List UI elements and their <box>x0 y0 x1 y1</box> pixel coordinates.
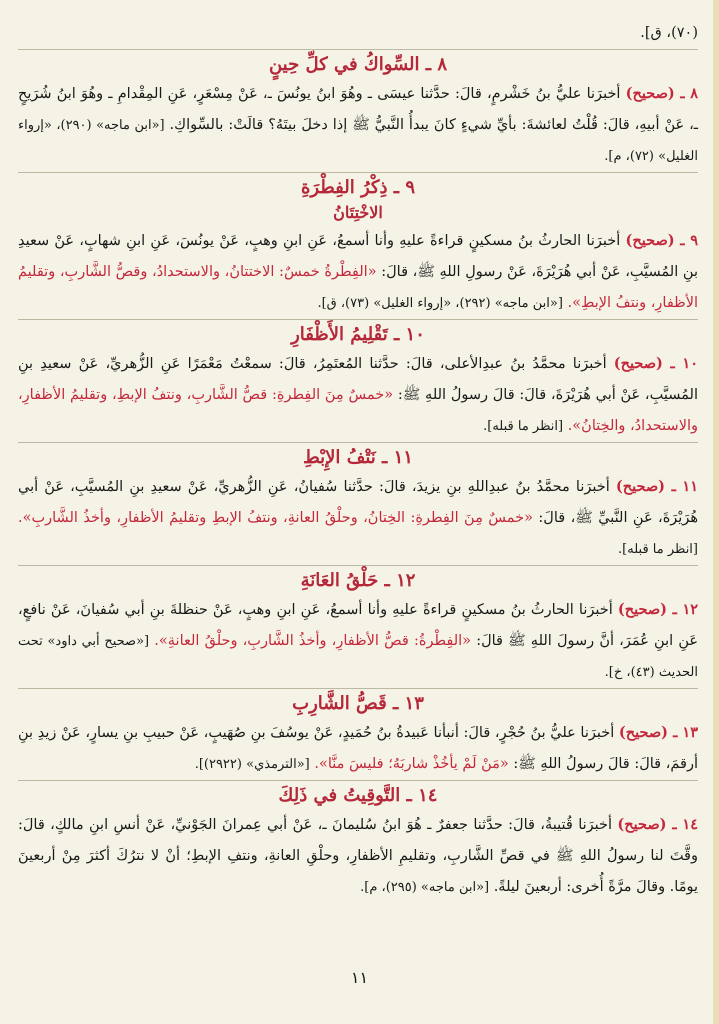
hadith-text: أخبرَنا قُتيبةُ، قالَ: حدَّثنا جعفرٌ ـ هُوَ ابنُ سُليمانَ ـ، عَنْ أبي عِمرانَ الجَوْنيِّ، عَنْ أنسِ ابنِ مالكٍ، قالَ: وقَّتَ لنا رسولُ اللهِ ﷺ في قصِّ الشَّاربِ، وتقليمِ الأظفارِ، وحلْقِ العانةِ، ونتفِ الإبطِ؛ أنْ لا نترُكَ أكثرَ مِنْ أربعينَ يومًا. وقالَ مرَّةً أُخرى: أربعينَ ليلةً. <box>18 817 698 895</box>
section-heading: ١٣ ـ قَصُّ الشَّارِبِ <box>292 693 424 714</box>
hadith-reference: [«ابن ماجه» (٢٩٢)، «إرواء الغليل» (٧٣)، ق]. <box>317 296 563 311</box>
section-heading: ١٢ ـ حَلْقُ العَانَةِ <box>300 570 416 591</box>
hadith-reference: [انظر ما قبله]. <box>483 419 564 434</box>
continuation-line: (٧٠)، ق]. <box>640 25 698 41</box>
hadith-13 <box>18 717 698 780</box>
hadith-reference: [«الترمذي» (٢٩٢٢)]. <box>194 757 310 772</box>
hadith-reference: [«ابن ماجه» (٢٩٠)، «إرواء الغليل» (٧٢)، م]. <box>18 118 698 164</box>
section-divider <box>18 172 698 173</box>
section-8 <box>18 49 698 172</box>
hadith-12 <box>18 594 698 688</box>
hadith-reference: [«ابن ماجه» (٢٩٥)، م]. <box>360 880 490 895</box>
hadith-10 <box>18 348 698 442</box>
section-11 <box>18 442 698 565</box>
section-heading: ١١ ـ نَتْفُ الإِبْطِ <box>303 447 413 468</box>
hadith-label: ٩ ـ (صحيح) <box>625 232 699 249</box>
hadith-9 <box>18 225 698 319</box>
section-heading: ١٤ ـ التَّوقِيتُ في ذَلِكَ <box>278 785 438 806</box>
hadith-reference: [«صحيح أبي داود» تحت الحديث (٤٣)، خ]. <box>18 634 698 680</box>
hadith-text: أخبرَنا الحارثُ بنُ مسكينٍ قراءةً عليهِ وأنا أسمعُ، عَنِ ابنِ وهبٍ، عَنْ حنظلةَ بنِ أبي سُفيانَ، عَنْ نافعٍ، عَنِ ابنِ عُمَرَ، أنَّ رسولَ اللهِ ﷺ قالَ: <box>18 602 699 649</box>
hadith-reference: [انظر ما قبله]. <box>618 542 698 557</box>
section-divider <box>18 780 698 781</box>
section-divider <box>18 49 698 50</box>
section-heading: ١٠ ـ تَقْلِيمُ الأَظْفَارِ <box>291 324 425 345</box>
section-heading: ٨ ـ السِّواكُ في كلِّ حِينٍ <box>268 54 448 75</box>
hadith-text: أخبرَنا الحارثُ بنُ مسكينٍ قراءةً عليهِ وأنا أسمعُ، عَنِ ابنِ وهبٍ، عَنْ يونُسَ، عَنِ ابنِ شهابٍ، عَنْ سعيدِ بنِ المُسيَّبِ، عَنْ أبي هُرَيْرَةَ، عَنْ رسولِ اللهِ ﷺ، قالَ: <box>18 233 698 280</box>
section-14 <box>18 780 698 903</box>
section-heading: ٩ ـ ذِكْرُ الفِطْرَةِ <box>301 177 415 198</box>
hadith-text: أخبرَنا عليُّ بنُ حُجْرٍ، قالَ: أنبأنا عَبيدةُ بنُ حُمَيدٍ، عَنْ يوسُفَ بنِ صُهَيبٍ، عَنْ حبيبِ بنِ يسارٍ، عَنْ زيدِ بنِ أرقمَ، قالَ: قالَ رسولُ اللهِ ﷺ: <box>18 725 698 772</box>
section-13 <box>18 688 698 780</box>
section-10 <box>18 319 698 442</box>
hadith-matn: «خمسٌ مِنَ الفِطرةِ: قصُّ الشَّاربِ، ونتفُ الإبطِ، وتقليمُ الأظفارِ، والاستحدادُ، والخِتانُ». <box>18 387 698 434</box>
page-number: ١١ <box>350 968 369 987</box>
hadith-14 <box>18 809 698 903</box>
hadith-11 <box>18 471 698 565</box>
section-9 <box>18 172 698 319</box>
hadith-label: ١٣ ـ (صحيح) <box>618 724 698 741</box>
page-edge <box>713 0 719 1024</box>
hadith-label: ١٤ ـ (صحيح) <box>617 816 698 833</box>
section-divider <box>18 565 698 566</box>
section-12 <box>18 565 698 688</box>
hadith-text: أخبرَنا محمَّدُ بنُ عبدِاللهِ بنِ يزيدَ، قالَ: حدَّثنا سُفيانُ، عَنِ الزُّهريِّ، عَنْ سعيدِ بنِ المُسيَّبِ، عَنْ أبي هُرَيْرَةَ، عَنِ النَّبيِّ ﷺ، قالَ: <box>18 479 698 526</box>
section-subheading: الاخْتِتَانُ <box>333 203 383 222</box>
hadith-matn: «الفِطْرةُ: قصُّ الأظفارِ، وأخذُ الشَّاربِ، وحلْقُ العانةِ». <box>154 633 472 649</box>
hadith-text: أخبرَنا عليُّ بنُ خَشْرمٍ، قالَ: حدَّثنا عيسَى ـ وهُوَ ابنُ يونُسَ ـ، عَنْ مِسْعَرٍ، عَنِ المِقْدامِ ـ وهُوَ ابنُ شُرَيحٍ ـ، عَنْ أبيهِ، قالَ: قُلْتُ لعائشةَ: بأيِّ شيءٍ كانَ يبدأُ النَّبيُّ ﷺ إذا دخلَ بيتَهُ؟ قالَتْ: بالسِّواكِ. <box>18 86 699 133</box>
section-divider <box>18 688 698 689</box>
hadith-matn: «الفِطْرةُ خمسٌ: الاختتانُ، والاستحدادُ، وقصُّ الشَّاربِ، وتقليمُ الأظفارِ، ونتفُ الإبطِ». <box>18 264 698 311</box>
hadith-label: ٨ ـ (صحيح) <box>625 85 698 102</box>
section-divider <box>18 442 698 443</box>
book-page <box>18 18 698 1008</box>
hadith-label: ١١ ـ (صحيح) <box>615 478 698 495</box>
hadith-text: أخبرَنا محمَّدُ بنُ عبدِالأعلى، قالَ: حدَّثنا المُعتَمِرُ، قالَ: سمعْتُ مَعْمَرًا عَنِ الزُّهريِّ، عَنْ سعيدِ بنِ المُسيَّبِ، عَنْ أبي هُرَيْرَةَ، قالَ: قالَ رسولُ اللهِ ﷺ: <box>18 356 698 403</box>
hadith-8 <box>18 78 698 172</box>
hadith-matn: «مَنْ لَمْ يأخُذْ شاربَهُ؛ فليسَ منَّا». <box>314 756 509 772</box>
hadith-label: ١٠ ـ (صحيح) <box>613 355 698 372</box>
section-divider <box>18 319 698 320</box>
hadith-matn: «خمسٌ مِنَ الفِطرةِ: الخِتانُ، وحلْقُ العانةِ، ونتفُ الإبطِ وتقليمُ الأظفارِ، وأخذُ الشَّاربِ». <box>18 510 533 526</box>
hadith-label: ١٢ ـ (صحيح) <box>617 601 699 618</box>
